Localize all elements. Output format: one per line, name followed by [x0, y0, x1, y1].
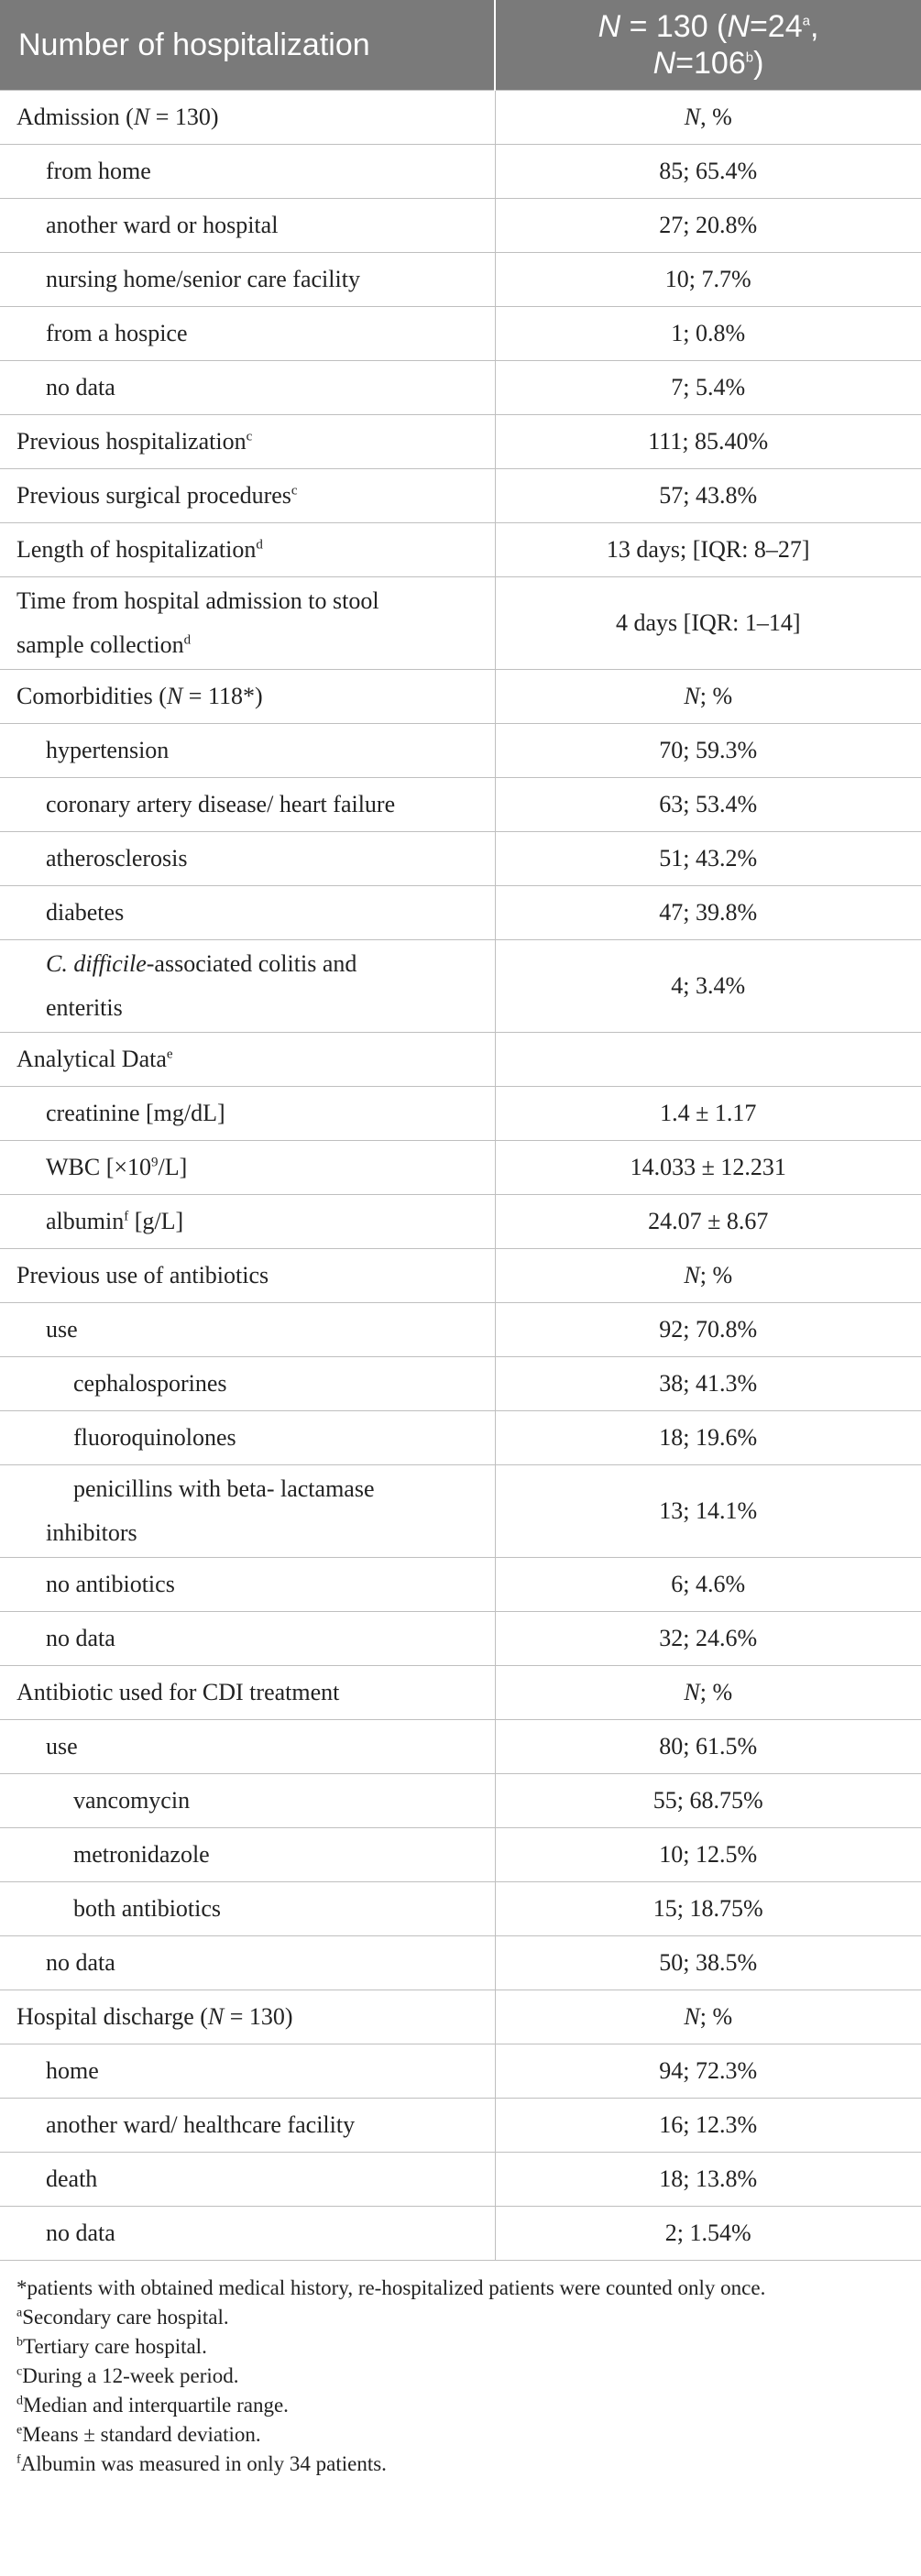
- row-label: Length of hospitalization$^d$: [0, 523, 495, 577]
- header-number-of-hospitalization: Number of hospitalization: [0, 0, 495, 91]
- row-value: 10; 12.5%: [495, 1828, 921, 1882]
- table-row: [0, 724, 921, 778]
- row-label: no antibiotics: [0, 1558, 495, 1612]
- table-row: [0, 1357, 921, 1411]
- row-value: N; %: [495, 1249, 921, 1303]
- footnote-d: $^d$Median and interquartile range.: [16, 2394, 289, 2417]
- footnote-b: $^b$Tertiary care hospital.: [16, 2335, 207, 2358]
- row-label: metronidazole: [0, 1828, 495, 1882]
- table-row: [0, 1720, 921, 1774]
- row-label: coronary artery disease/ heart failure: [0, 778, 495, 832]
- table-row: [0, 307, 921, 361]
- row-label: no data: [0, 361, 495, 415]
- row-label: hypertension: [0, 724, 495, 778]
- row-label: Hospital discharge (N = 130): [0, 1990, 495, 2044]
- row-label: cephalosporines: [0, 1357, 495, 1411]
- row-label: Admission (N = 130): [0, 91, 495, 145]
- row-value: 7; 5.4%: [495, 361, 921, 415]
- row-value: 85; 65.4%: [495, 145, 921, 199]
- row-value: 24.07 ± 8.67: [495, 1195, 921, 1249]
- table-row: [0, 1087, 921, 1141]
- row-value: 50; 38.5%: [495, 1936, 921, 1990]
- table-row: [0, 1612, 921, 1666]
- row-value: 63; 53.4%: [495, 778, 921, 832]
- table-row: [0, 1249, 921, 1303]
- table-row: [0, 1558, 921, 1612]
- row-value: 14.033 ± 12.231: [495, 1141, 921, 1195]
- row-value: 80; 61.5%: [495, 1720, 921, 1774]
- row-label: from home: [0, 145, 495, 199]
- row-value: 51; 43.2%: [495, 832, 921, 886]
- table-row: [0, 253, 921, 307]
- row-label: Comorbidities (N = 118*): [0, 670, 495, 724]
- row-label: use: [0, 1303, 495, 1357]
- row-value: 18; 13.8%: [495, 2153, 921, 2207]
- row-value: 4; 3.4%: [495, 940, 921, 1033]
- row-label: C. difficile-associated colitis and enteritis: [0, 940, 495, 1033]
- row-label: creatinine [mg/dL]: [0, 1087, 495, 1141]
- table-row: [0, 1411, 921, 1465]
- table-row: [0, 1990, 921, 2044]
- row-value: 70; 59.3%: [495, 724, 921, 778]
- row-label: use: [0, 1720, 495, 1774]
- row-value: 13; 14.1%: [495, 1465, 921, 1558]
- row-value: 55; 68.75%: [495, 1774, 921, 1828]
- table-row: [0, 91, 921, 145]
- row-value: 1; 0.8%: [495, 307, 921, 361]
- table-row: [0, 1882, 921, 1936]
- row-value: N; %: [495, 1990, 921, 2044]
- row-label: another ward/ healthcare facility: [0, 2099, 495, 2153]
- table-row: [0, 577, 921, 670]
- row-label: Analytical Data$^e$: [0, 1033, 495, 1087]
- row-label: Antibiotic used for CDI treatment: [0, 1666, 495, 1720]
- table-row: [0, 2099, 921, 2153]
- row-label: nursing home/senior care facility: [0, 253, 495, 307]
- row-label: no data: [0, 1936, 495, 1990]
- footnote-e: $^e$Means ± standard deviation.: [16, 2423, 261, 2446]
- row-label: Previous use of antibiotics: [0, 1249, 495, 1303]
- table-header-row: [0, 0, 921, 91]
- row-label: Time from hospital admission to stool sample collection$^d$: [0, 577, 495, 670]
- row-label: albumin$^f$ [g/L]: [0, 1195, 495, 1249]
- table-row: [0, 1195, 921, 1249]
- row-value: 47; 39.8%: [495, 886, 921, 940]
- row-label: vancomycin: [0, 1774, 495, 1828]
- row-label: home: [0, 2044, 495, 2099]
- row-label: no data: [0, 1612, 495, 1666]
- row-label: Previous hospitalization$^c$: [0, 415, 495, 469]
- row-value: 38; 41.3%: [495, 1357, 921, 1411]
- footnote-star: *patients with obtained medical history, re-hospitalized patients were counted only once.: [16, 2276, 766, 2299]
- row-value: [495, 1033, 921, 1087]
- table-row: [0, 1828, 921, 1882]
- footnote-c: $^c$During a 12-week period.: [16, 2364, 239, 2387]
- row-value: 13 days; [IQR: 8–27]: [495, 523, 921, 577]
- table-row: [0, 1033, 921, 1087]
- row-label: diabetes: [0, 886, 495, 940]
- row-label: from a hospice: [0, 307, 495, 361]
- header-n-total: N = 130 ($N=24^a$, $N=106^b$): [495, 0, 921, 91]
- row-label: Previous surgical procedures$^c$: [0, 469, 495, 523]
- row-value: 18; 19.6%: [495, 1411, 921, 1465]
- row-value: 111; 85.40%: [495, 415, 921, 469]
- table-row: [0, 940, 921, 1033]
- row-value: 1.4 ± 1.17: [495, 1087, 921, 1141]
- row-label: penicillins with beta- lactamase inhibitors: [0, 1465, 495, 1558]
- table-row: [0, 1465, 921, 1558]
- table-row: [0, 415, 921, 469]
- row-value: 6; 4.6%: [495, 1558, 921, 1612]
- row-value: 27; 20.8%: [495, 199, 921, 253]
- row-value: 2; 1.54%: [495, 2207, 921, 2261]
- footnote-f: $^f$Albumin was measured in only 34 patients.: [16, 2452, 387, 2475]
- table-row: [0, 1936, 921, 1990]
- row-value: 15; 18.75%: [495, 1882, 921, 1936]
- row-value: 10; 7.7%: [495, 253, 921, 307]
- row-value: 94; 72.3%: [495, 2044, 921, 2099]
- footnote-a: $^a$Secondary care hospital.: [16, 2306, 229, 2329]
- table-row: [0, 1141, 921, 1195]
- table-row: [0, 832, 921, 886]
- row-value: 92; 70.8%: [495, 1303, 921, 1357]
- row-label: death: [0, 2153, 495, 2207]
- row-value: 4 days [IQR: 1–14]: [495, 577, 921, 670]
- row-value: 32; 24.6%: [495, 1612, 921, 1666]
- table-row: [0, 469, 921, 523]
- table-row: [0, 2044, 921, 2099]
- row-label: atherosclerosis: [0, 832, 495, 886]
- table-row: [0, 145, 921, 199]
- table-row: [0, 1774, 921, 1828]
- row-label: fluoroquinolones: [0, 1411, 495, 1465]
- row-label: both antibiotics: [0, 1882, 495, 1936]
- row-value: 57; 43.8%: [495, 469, 921, 523]
- table-row: [0, 1303, 921, 1357]
- table-row: [0, 2153, 921, 2207]
- row-value: N; %: [495, 670, 921, 724]
- table-row: [0, 361, 921, 415]
- row-label: no data: [0, 2207, 495, 2261]
- row-label: WBC $[\times 10^9/L]$: [0, 1141, 495, 1195]
- row-value: N, %: [495, 91, 921, 145]
- table-row: [0, 670, 921, 724]
- table-footnotes: [0, 2261, 921, 2479]
- table-row: [0, 523, 921, 577]
- row-value: N; %: [495, 1666, 921, 1720]
- table-row: [0, 2207, 921, 2261]
- table-row: [0, 199, 921, 253]
- table-row: [0, 778, 921, 832]
- row-value: 16; 12.3%: [495, 2099, 921, 2153]
- table-row: [0, 886, 921, 940]
- row-label: another ward or hospital: [0, 199, 495, 253]
- table-row: [0, 1666, 921, 1720]
